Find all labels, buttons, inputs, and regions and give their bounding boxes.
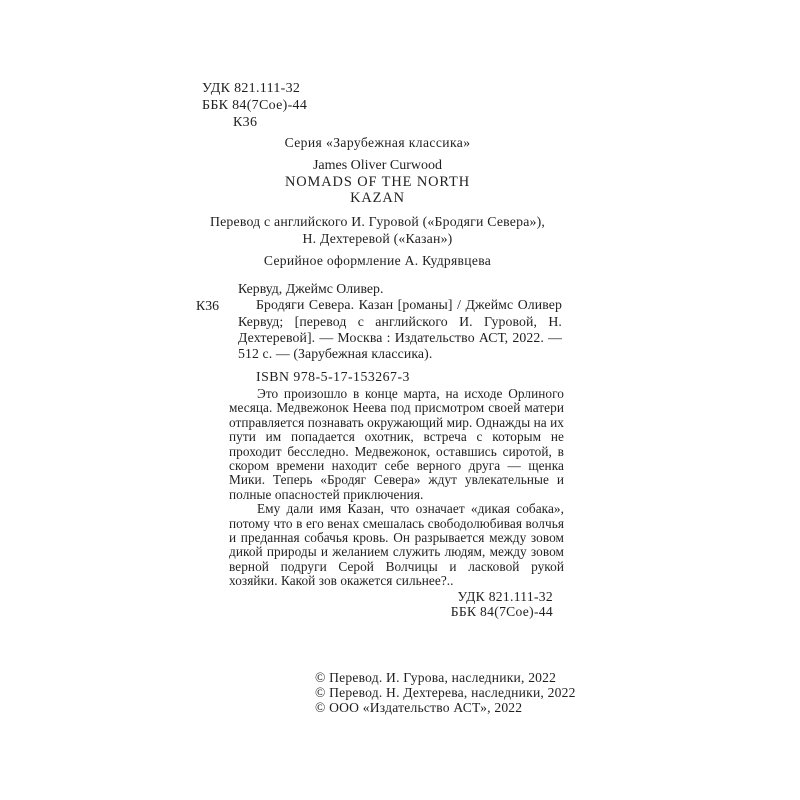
classification-codes-top (202, 80, 307, 131)
isbn: ISBN 978-5-17-153267-3 (256, 369, 410, 384)
copyright-line: © Перевод. И. Гурова, наследники, 2022 (315, 670, 557, 685)
original-title-block (190, 158, 565, 206)
annotation-paragraph-2: Ему дали имя Казан, что означает «дикая собака», потому что в его венах смешалась свободолюбивая волчья и преданная собачья кровь. Он разрывается между зовом дикой природы и желанием служить людям, между зовом верной подруги Серой Волчицы и ласковой рукой хозяйки. Какой зов окажется сильнее?.. (229, 501, 564, 589)
series-title: Серия «Зарубежная классика» (284, 135, 471, 150)
author-sign-catalog: К36 (196, 298, 219, 313)
original-author: James Oliver Curwood (312, 158, 443, 173)
copyright-block (315, 670, 576, 716)
catalog-author-heading: Кервуд, Джеймс Оливер. (238, 281, 384, 296)
author-sign-top: К36 (233, 115, 258, 130)
translation-line-1: Перевод с английского И. Гуровой («Бродяги Севера»), (209, 214, 546, 229)
series-design-credit: Серийное оформление А. Кудрявцева (263, 253, 492, 268)
copyright-line: © ООО «Издательство АСТ», 2022 (315, 700, 523, 716)
original-title-2: KAZAN (350, 190, 405, 206)
catalog-entry-text: Бродяги Севера. Казан [романы] / Джеймс Оливер Кервуд; [перевод с английского И. Гуровой, Н. Дехтеревой]. — Москва : Издательство АСТ, 2022. — 512 с. — (Зарубежная классика). (238, 297, 562, 362)
copyright-line: © Перевод. Н. Дехтерева, наследники, 2022 (315, 685, 576, 701)
bbk-code-bottom: ББК 84(7Сое)-44 (450, 604, 553, 619)
bbk-code-top: ББК 84(7Сое)-44 (202, 98, 308, 113)
annotation-block (229, 387, 564, 589)
udk-code-top: УДК 821.111-32 (202, 81, 301, 96)
catalog-entry (196, 281, 562, 362)
udk-code-bottom: УДК 821.111-32 (457, 589, 553, 604)
translation-credits (190, 213, 565, 247)
original-title-1: NOMADS OF THE NORTH (284, 174, 471, 190)
classification-codes-bottom (229, 589, 553, 619)
annotation-paragraph-1: Это произошло в конце марта, на исходе Орлиного месяца. Медвежонок Неева под присмотром своей матери отправляется познавать окружающий мир. Однажды на их пути им попадается охотник, встреча с которым не проходит бесследно. Медвежонок, оставшись сиротой, в скором времени находит себе верного друга — щенка Мики. Теперь «Бродяг Севера» ждут увлекательные и полные опасностей приключения. (229, 386, 564, 502)
translation-line-2: Н. Дехтеревой («Казан») (302, 231, 453, 246)
